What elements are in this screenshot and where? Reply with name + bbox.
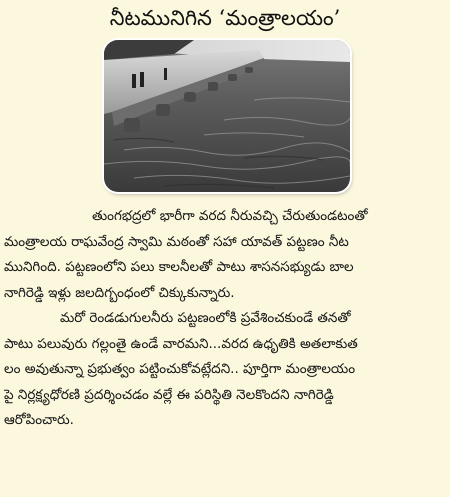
article-body	[4, 204, 448, 434]
paragraph-line: నాగిరెడ్డి ఇళ్లు జలదిగ్బంధంలో చిక్కుకున్నారు.	[4, 284, 235, 301]
paragraph-1	[4, 204, 448, 306]
paragraph-line: మరో రెండడుగులనీరు పట్టణంలోకి ప్రవేశించకుండే తనతో	[60, 310, 351, 326]
paragraph-line: తుంగభద్రలో భారీగా వరద నీరువచ్చి చేరుతుండటంతో	[92, 208, 368, 224]
paragraph-line: మంత్రాలయ రాఘవేంద్ర స్వామి మఠంతో సహా యావత్ పట్టణం నీట	[4, 233, 349, 250]
paragraph-line: పాటు పలువురు గల్లంతై ఉండే వారమని...వరద ఉధృతికి అతలాకుత	[4, 335, 358, 352]
flooded-bridge-photo	[104, 40, 350, 192]
paragraph-line: ఆరోపించారు.	[4, 412, 74, 428]
paragraph-line: మునిగింది. పట్టణంలోని పలు కాలనీలతో పాటు శాసనసభ్యుడు బాల	[4, 259, 354, 275]
paragraph-2	[4, 306, 448, 434]
paragraph-line: పై నిర్లక్ష్యధోరణి ప్రదర్శించడం వల్లే ఈ పరిస్థితి నెలకొందని నాగిరెడ్డి	[4, 386, 334, 403]
article-title: నీటమునిగిన ‘మంత్రాలయం’	[109, 6, 341, 30]
paragraph-line: లం అవుతున్నా ప్రభుత్వం పట్టించుకోవట్లేదని.. పూర్తిగా మంత్రాలయం	[4, 361, 356, 377]
photo-illustration	[104, 40, 350, 192]
